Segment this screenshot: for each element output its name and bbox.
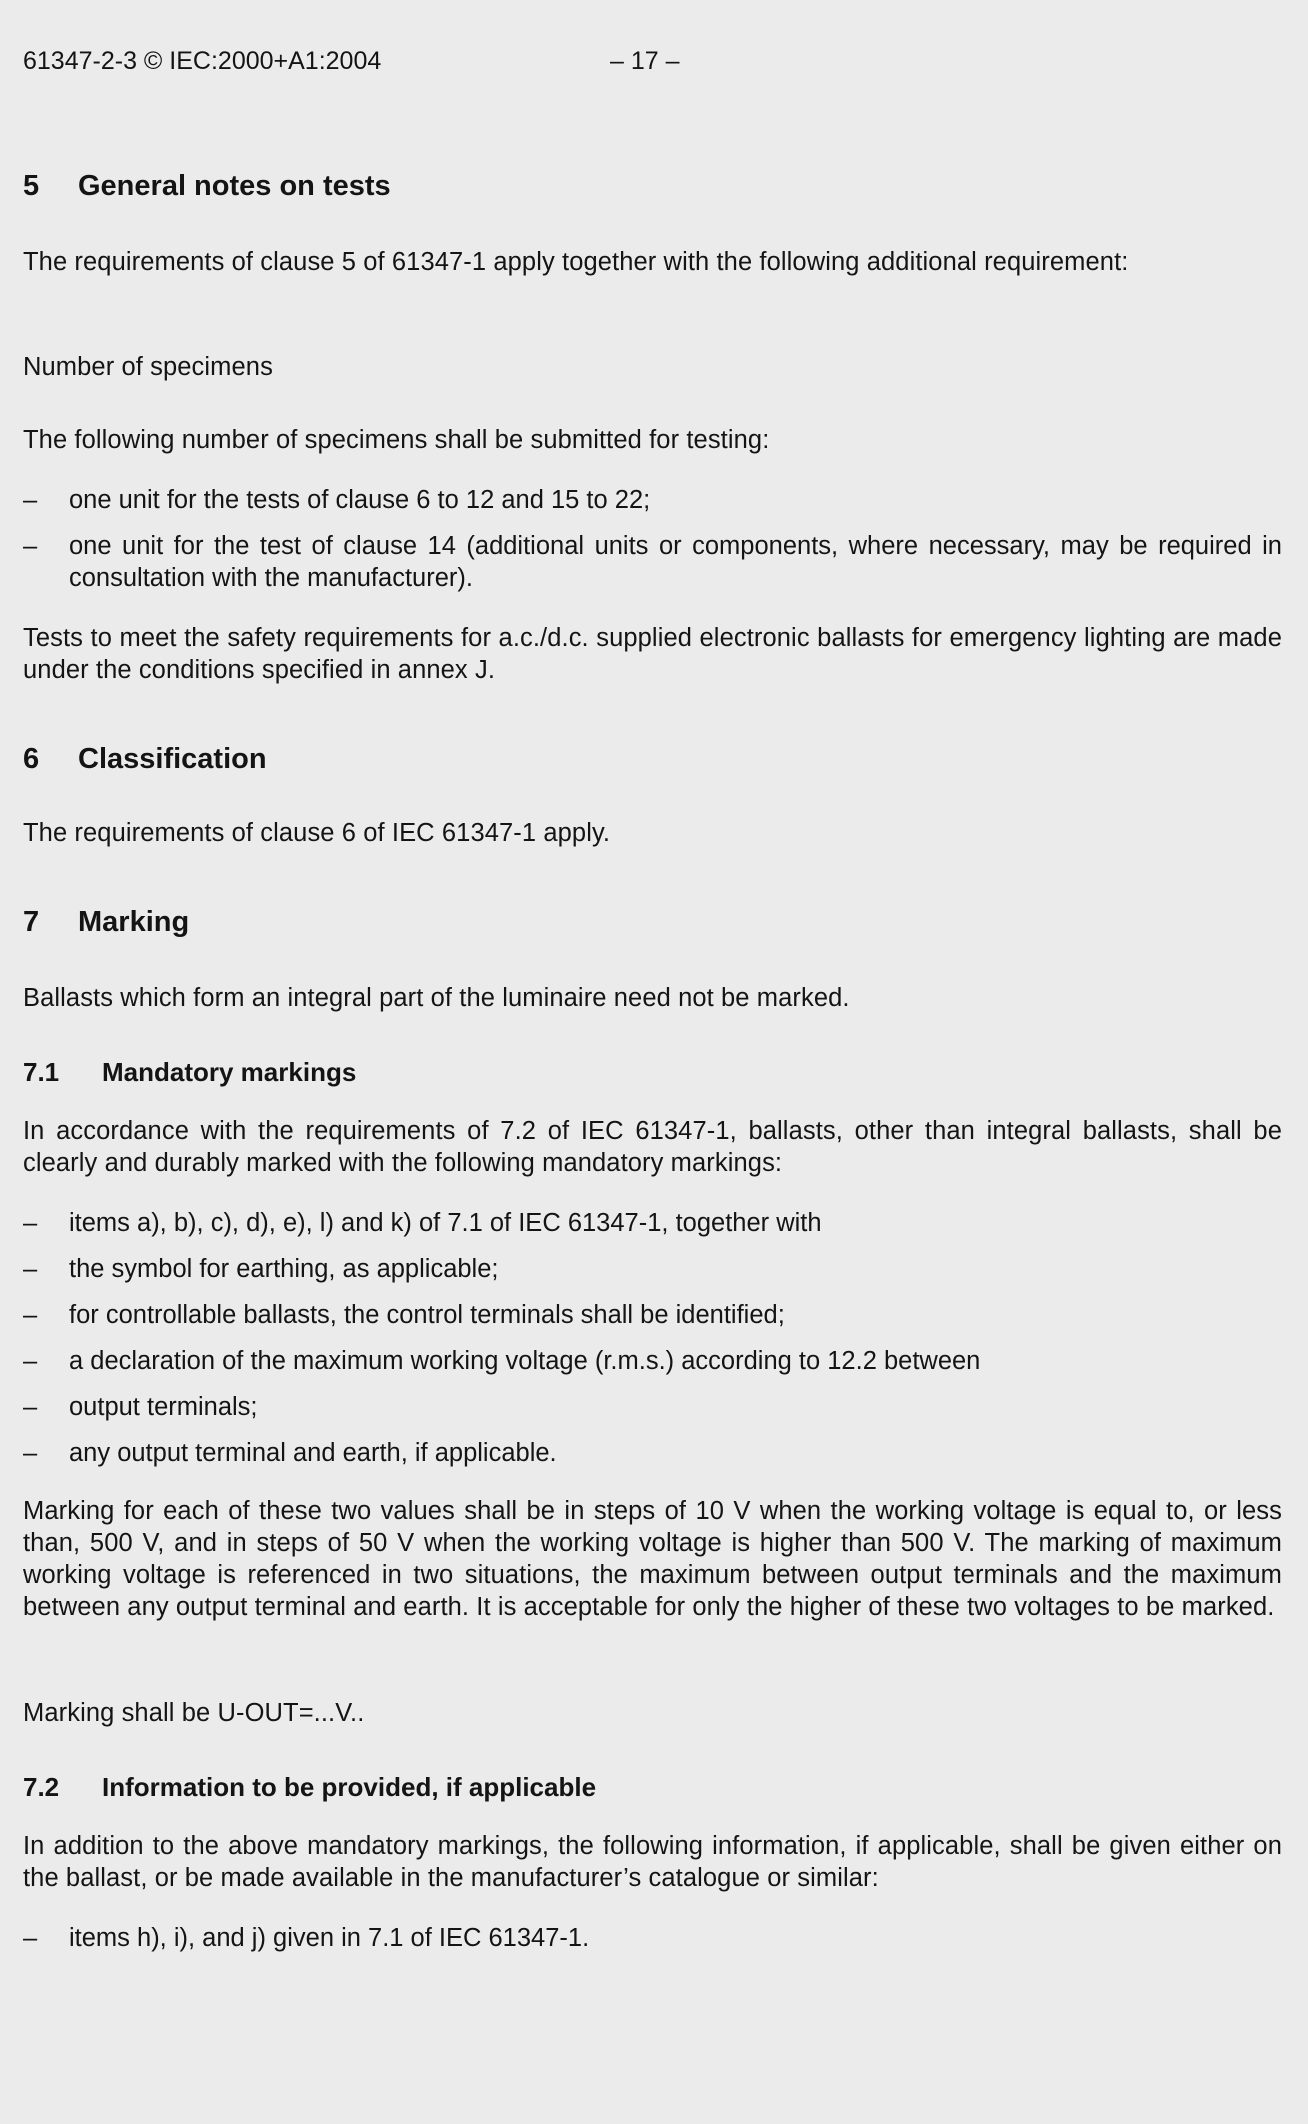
subheading: Number of specimens [23,353,273,381]
list-item-text: a declaration of the maximum working voltage (r.m.s.) according to 12.2 between [69,1347,981,1375]
list-item [23,1253,1282,1285]
list-item [23,530,1282,594]
list-item-text: items h), i), and j) given in 7.1 of IEC 61347-1. [69,1924,590,1952]
subsection-7-2-heading [23,1772,1282,1803]
paragraph: Marking shall be U-OUT=...V.. [23,1699,365,1727]
list-item-text: items a), b), c), d), e), l) and k) of 7.1 of IEC 61347-1, together with [69,1209,822,1237]
section-title: General notes on tests [78,170,391,202]
paragraph: Tests to meet the safety requirements for a.c./d.c. supplied electronic ballasts for emergency lighting are made under the conditions specified in annex J. [23,624,1282,684]
section-number: 7.1 [23,1057,60,1087]
paragraph: In accordance with the requirements of 7.2 of IEC 61347-1, ballasts, other than integral ballasts, shall be clearly and durably marked with the following mandatory markings: [23,1117,1282,1177]
paragraph: Ballasts which form an integral part of the luminaire need not be marked. [23,984,850,1012]
section-title: Mandatory markings [102,1057,357,1087]
dash-bullet: – [23,1301,38,1329]
paragraph: The requirements of clause 5 of 61347-1 apply together with the following additional requirement: [23,248,1129,276]
document-id: 61347-2-3 © IEC:2000+A1:2004 [23,47,382,75]
section-6-heading [23,743,1282,776]
page-number: – 17 – [610,47,680,75]
list-item [23,1391,1282,1423]
list-item [23,484,1282,516]
list-item-text: one unit for the test of clause 14 (additional units or components, where necessary, may be required in consultation with the manufacturer). [69,532,1282,592]
list-item-text: any output terminal and earth, if applicable. [69,1439,557,1467]
list-item [23,1437,1282,1469]
dash-bullet: – [23,1347,38,1375]
section-number: 5 [23,170,40,202]
dash-bullet: – [23,1255,38,1283]
section-5-heading [23,170,1282,203]
dash-bullet: – [23,1209,38,1237]
list-item-text: for controllable ballasts, the control terminals shall be identified; [69,1301,785,1329]
list-item [23,1207,1282,1239]
paragraph: Marking for each of these two values shall be in steps of 10 V when the working voltage is equal to, or less than, 500 V, and in steps of 50 V when the working voltage is higher than 500 V. The marking of maximum working voltage is referenced in two situations, the maximum between output terminals and the maximum between any output terminal and earth. It is acceptable for only the higher of these two voltages to be marked. [23,1497,1282,1621]
dash-bullet: – [23,1439,38,1467]
paragraph: In addition to the above mandatory markings, the following information, if applicable, shall be given either on the ballast, or be made available in the manufacturer’s catalogue or similar: [23,1832,1282,1892]
list-item-text: output terminals; [69,1393,258,1421]
dash-bullet: – [23,1393,38,1421]
list-item [23,1299,1282,1331]
list-item [23,1345,1282,1377]
dash-bullet: – [23,486,38,514]
paragraph: The requirements of clause 6 of IEC 61347-1 apply. [23,819,611,847]
dash-bullet: – [23,532,38,560]
section-title: Information to be provided, if applicable [102,1772,597,1802]
list-item-text: one unit for the tests of clause 6 to 12 and 15 to 22; [69,486,651,514]
section-number: 7.2 [23,1772,60,1802]
subsection-7-1-heading [23,1057,1282,1088]
list-item-text: the symbol for earthing, as applicable; [69,1255,499,1283]
list-item [23,1922,1282,1954]
section-number: 6 [23,743,40,775]
dash-bullet: – [23,1924,38,1952]
section-title: Marking [78,906,190,938]
section-7-heading [23,906,1282,939]
section-number: 7 [23,906,40,938]
section-title: Classification [78,743,267,775]
paragraph: The following number of specimens shall be submitted for testing: [23,426,770,454]
